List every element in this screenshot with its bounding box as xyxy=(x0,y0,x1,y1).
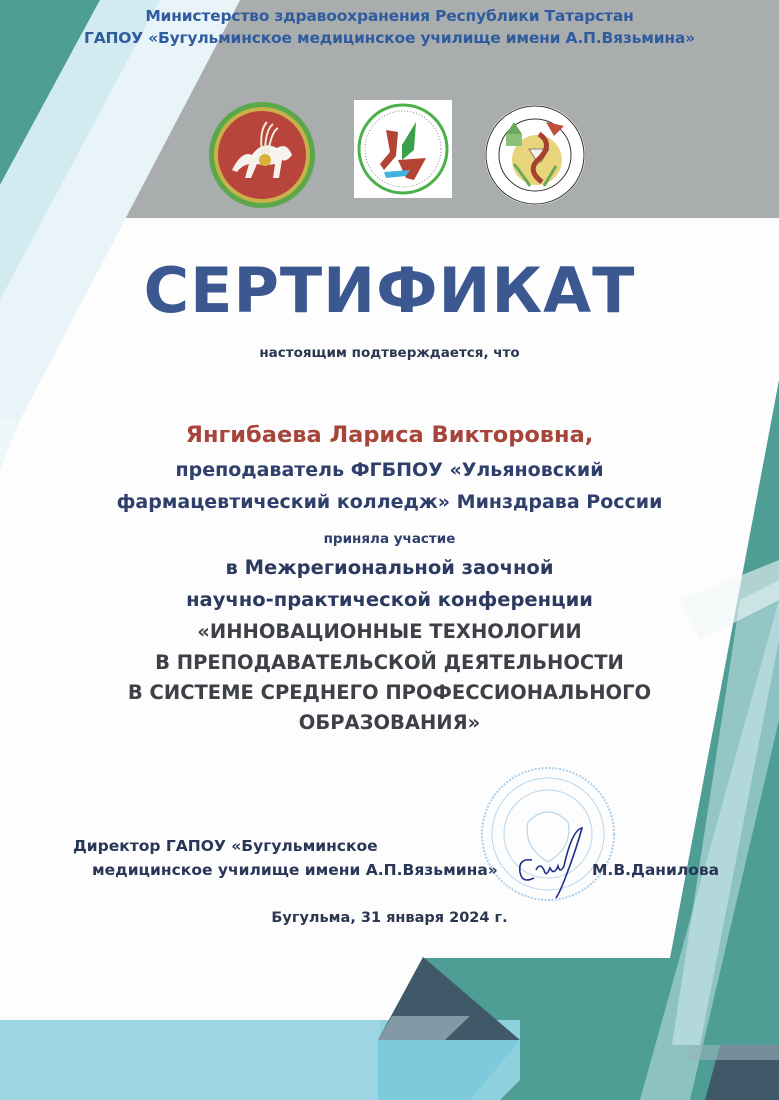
institution-name: ГАПОУ «Бугульминское медицинское училище имени А.П.Вязьмина» xyxy=(84,29,695,47)
confirmation-text: настоящим подтверждается, что xyxy=(259,345,520,361)
participation-text: приняла участие xyxy=(323,531,456,547)
signature-icon xyxy=(510,820,590,900)
conference-topic-line2: В ПРЕПОДАВАТЕЛЬСКОЙ ДЕЯТЕЛЬНОСТИ xyxy=(155,651,624,674)
event-line2: научно-практической конференции xyxy=(186,588,593,611)
event-line1: в Межрегиональной заочной xyxy=(225,556,554,579)
ministry-name: Министерство здравоохранения Республики Татарстан xyxy=(145,7,634,25)
recipient-name: Янгибаева Лариса Викторовна, xyxy=(185,422,594,448)
place-and-date: Бугульма, 31 января 2024 г. xyxy=(271,910,508,926)
conference-topic-line1: «ИННОВАЦИОННЫЕ ТЕХНОЛОГИИ xyxy=(197,620,582,643)
recipient-position-line2: фармацевтический колледж» Минздрава России xyxy=(116,491,663,513)
conference-topic-line3: В СИСТЕМЕ СРЕДНЕГО ПРОФЕССИОНАЛЬНОГО xyxy=(127,681,652,704)
school-emblem-icon xyxy=(484,104,586,206)
certificate-title: СЕРТИФИКАТ xyxy=(143,254,636,327)
director-title-line2: медицинское училище имени А.П.Вязьмина» xyxy=(92,861,498,879)
signer-name: М.В.Данилова xyxy=(592,861,720,879)
recipient-position-line1: преподаватель ФГБПОУ «Ульяновский xyxy=(175,459,604,481)
director-title-line1: Директор ГАПОУ «Бугульминское xyxy=(73,837,378,855)
conference-topic-line4: ОБРАЗОВАНИЯ» xyxy=(298,711,481,734)
tatarstan-coat-of-arms-icon xyxy=(207,100,317,210)
conference-emblem-icon xyxy=(354,100,452,198)
